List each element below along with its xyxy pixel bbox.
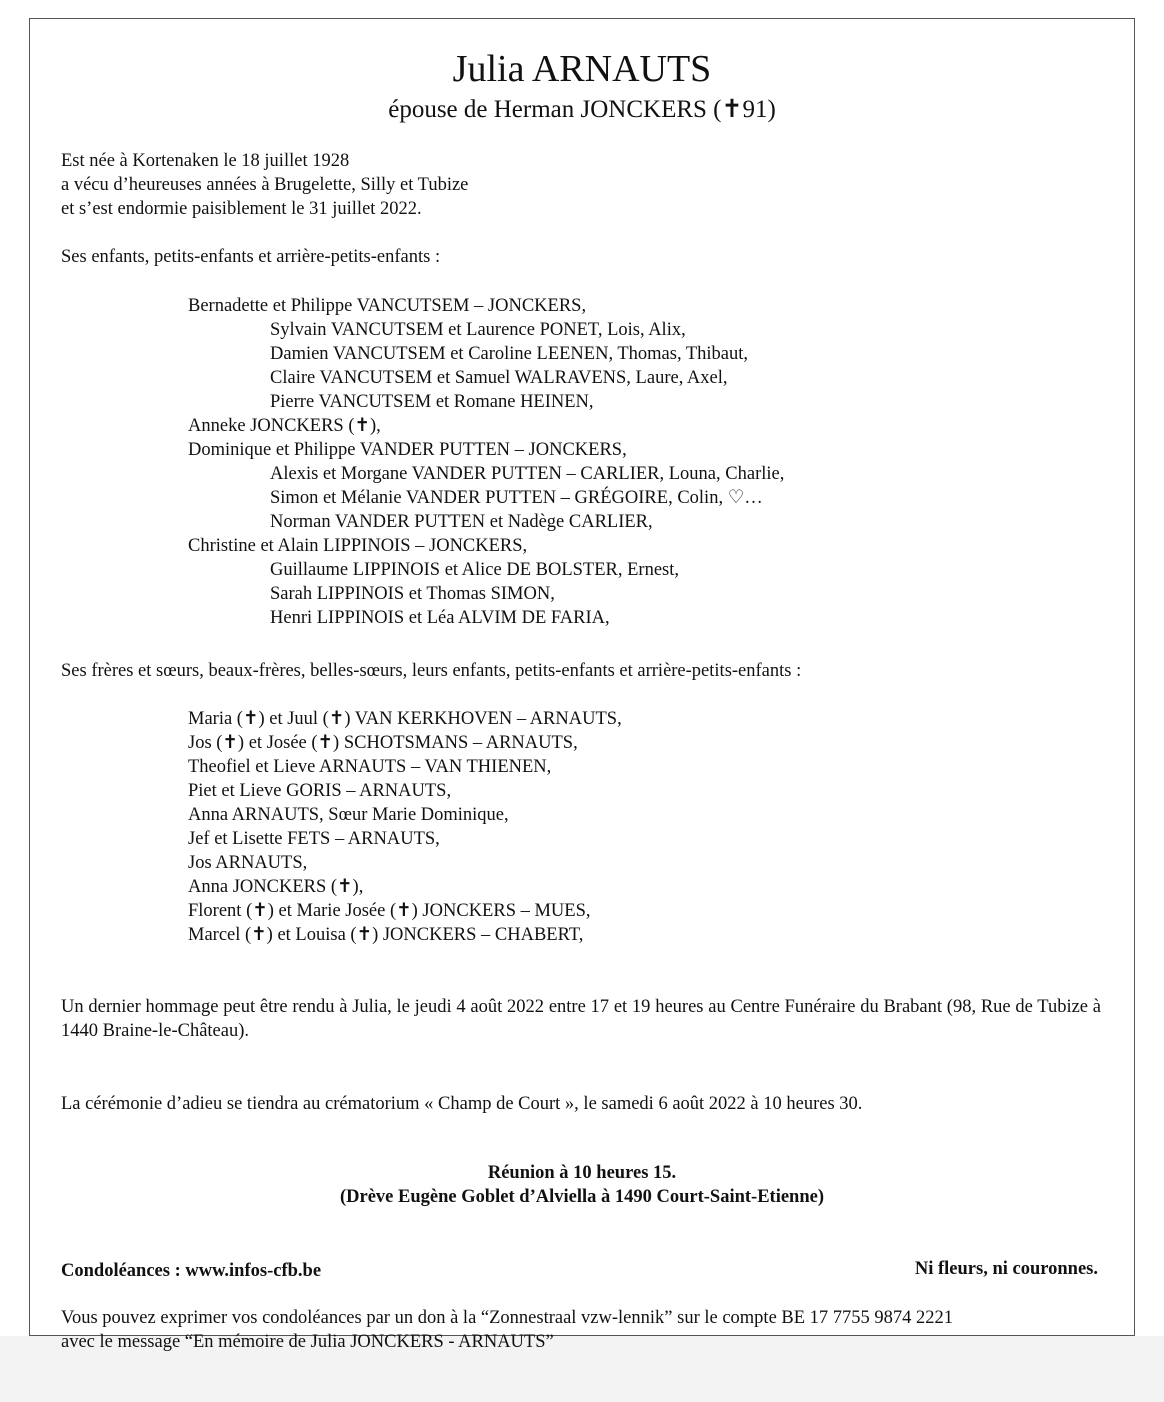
sibling-family-line: Theofiel et Lieve ARNAUTS – VAN THIENEN, [188,757,552,777]
children-heading: Ses enfants, petits-enfants et arrière-petits-enfants : [61,247,441,267]
donation-line: avec le message “En mémoire de Julia JONCKERS - ARNAUTS” [61,1332,554,1352]
sibling-family-line: Anna ARNAUTS, Sœur Marie Dominique, [188,805,509,825]
intro-text [61,149,468,221]
sibling-family-line: Maria (✝) et Juul (✝) VAN KERKHOVEN – ARNAUTS, [188,709,622,729]
spouse-line: épouse de Herman JONCKERS (✝91) [388,96,776,123]
sibling-family-line: Marcel (✝) et Louisa (✝) JONCKERS – CHABERT, [188,925,584,945]
donation-text [61,1306,953,1354]
tribute-text: Un dernier hommage peut être rendu à Julia, le jeudi 4 août 2022 entre 17 et 19 heures au Centre Funéraire du Brabant (98, Rue de Tubize à 1440 Braine-le-Château). [61,997,1101,1041]
no-flowers-note: Ni fleurs, ni couronnes. [914,1259,1098,1279]
child-family-line: Anneke JONCKERS (✝), [188,416,381,436]
donation-line: Vous pouvez exprimer vos condoléances par un don à la “Zonnestraal vzw-lennik” sur le compte BE 17 7755 9874 2221 [61,1308,954,1328]
intro-line: Est née à Kortenaken le 18 juillet 1928 [61,151,350,171]
grandchild-family-line: Pierre VANCUTSEM et Romane HEINEN, [270,392,594,412]
grandchild-family-line: Norman VANDER PUTTEN et Nadège CARLIER, [270,512,653,532]
condolences-link: Condoléances : www.infos-cfb.be [61,1261,322,1281]
sibling-family-line: Piet et Lieve GORIS – ARNAUTS, [188,781,452,801]
intro-line: et s’est endormie paisiblement le 31 juillet 2022. [61,199,422,219]
children-list [0,294,785,630]
sibling-family-line: Florent (✝) et Marie Josée (✝) JONCKERS – MUES, [188,901,591,921]
grandchild-family-line: Guillaume LIPPINOIS et Alice DE BOLSTER, Ernest, [270,560,680,580]
grandchild-family-line: Alexis et Morgane VANDER PUTTEN – CARLIER, Louna, Charlie, [270,464,785,484]
sibling-family-line: Jef et Lisette FETS – ARNAUTS, [188,829,440,849]
child-family-line: Dominique et Philippe VANDER PUTTEN – JONCKERS, [188,440,627,460]
sibling-family-line: Jos ARNAUTS, [188,853,308,873]
grandchild-family-line: Damien VANCUTSEM et Caroline LEENEN, Thomas, Thibaut, [270,344,749,364]
siblings-list [188,707,622,947]
child-family-line: Christine et Alain LIPPINOIS – JONCKERS, [188,536,528,556]
grandchild-family-line: Sylvain VANCUTSEM et Laurence PONET, Lois, Alix, [270,320,686,340]
grandchild-family-line: Sarah LIPPINOIS et Thomas SIMON, [270,584,555,604]
intro-line: a vécu d’heureuses années à Brugelette, Silly et Tubize [61,175,469,195]
ceremony-text: La cérémonie d’adieu se tiendra au crématorium « Champ de Court », le samedi 6 août 2022 à 10 heures 30. [61,1094,863,1114]
sibling-family-line: Jos (✝) et Josée (✝) SCHOTSMANS – ARNAUTS, [188,733,578,753]
grandchild-family-line: Henri LIPPINOIS et Léa ALVIM DE FARIA, [270,608,610,628]
grandchild-family-line: Simon et Mélanie VANDER PUTTEN – GRÉGOIRE, Colin, ♡… [270,488,763,508]
reunion-address: (Drève Eugène Goblet d’Alviella à 1490 Court-Saint-Etienne) [339,1187,825,1207]
reunion-time: Réunion à 10 heures 15. [487,1163,677,1183]
deceased-name: Julia ARNAUTS [452,48,712,90]
siblings-heading: Ses frères et sœurs, beaux-frères, belles-sœurs, leurs enfants, petits-enfants et arrière-petits-enfants : [61,661,802,681]
child-family-line: Bernadette et Philippe VANCUTSEM – JONCKERS, [188,296,587,316]
sibling-family-line: Anna JONCKERS (✝), [188,877,364,897]
grandchild-family-line: Claire VANCUTSEM et Samuel WALRAVENS, Laure, Axel, [270,368,728,388]
